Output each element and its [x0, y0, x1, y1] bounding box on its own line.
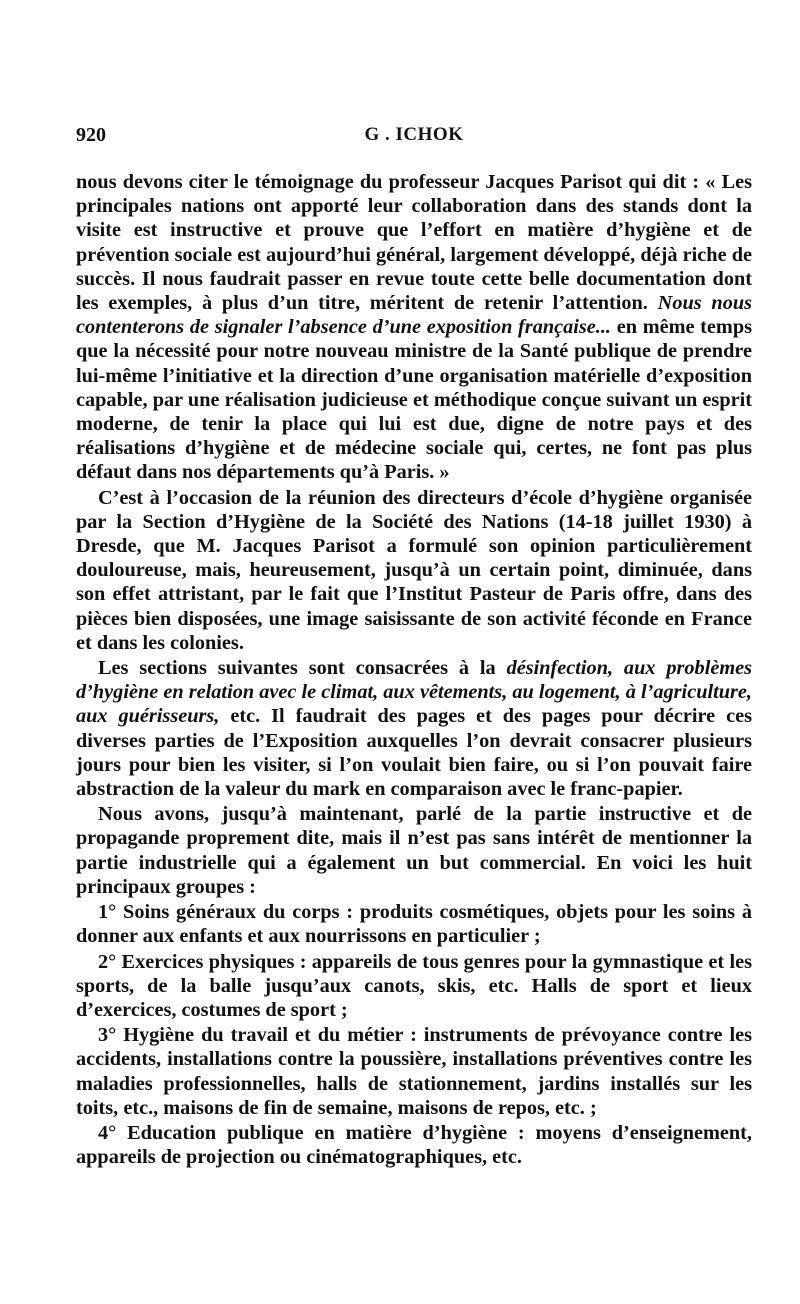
- paragraph: [76, 170, 752, 485]
- text-run: Les sections suivantes sont consacrées à la: [98, 657, 507, 680]
- text-run: 3° Hygiène du travail et du métier : instruments de prévoyance contre les accidents, installations contre la poussière, installations préventives contre les maladies professionnelles, halls de stationnement, jardins installés sur les toits, etc., maisons de fin de semaine, maisons de repos, etc. ;: [76, 1024, 752, 1119]
- text-run: 1° Soins généraux du corps : produits cosmétiques, objets pour les soins à donner aux enfants et aux nourrissons en particulier ;: [76, 901, 752, 948]
- paragraph: [76, 802, 752, 899]
- text-run: nous devons citer le témoignage du professeur Jacques Parisot qui dit : « Les principales nations ont apporté leur collaboration dans des stands dont la visite est instructive et prouve que l’effort en matière d’hygiène et de prévention sociale est aujourd’hui général, largement développé, déjà riche de succès. Il nous faudrait passer en revue toute cette belle documentation dont les exemples, à plus d’un titre, méritent de retenir l’attention.: [76, 171, 752, 315]
- text-run: etc. Il faudrait des pages et des pages pour décrire ces diverses parties de l’Exposition auxquelles l’on devrait consacrer plusieurs jours pour bien les visiter, si l’on voulait bien faire, ou si l’on pouvait faire abstraction de la valeur du mark en comparaison avec le franc-papier.: [76, 705, 752, 801]
- paragraph: [76, 486, 752, 655]
- paragraph: [76, 656, 752, 801]
- text-run: C’est à l’occasion de la réunion des directeurs d’école d’hygiène organisée par la Section d’Hygiène de la Société des Nations (14-18 juillet 1930) à Dresde, que M. Jacques Parisot a formulé son opinion particulièrement douloureuse, mais, heureusement, jusqu’à un certain point, diminuée, dans son effet attristant, par le fait que l’Institut Pasteur de Paris offre, dans des pièces bien disposées, une image saisissante de son activité féconde en France et dans les colonies.: [76, 486, 752, 654]
- paragraph: [76, 900, 752, 948]
- italic-text: désinfection, aux problèmes d’hygiène en relation avec le climat, aux vêtements, au logement, à l’agriculture, aux guérisseurs,: [76, 657, 752, 728]
- running-head: G . ICHOK: [364, 124, 464, 145]
- italic-text: Nous nous contenterons de signaler l’absence d’une exposition française...: [76, 292, 753, 339]
- paragraph: [76, 1121, 752, 1169]
- page-header: [76, 124, 752, 148]
- body-text: [76, 170, 752, 1170]
- page-number: 920: [76, 124, 106, 146]
- paragraph: [76, 1023, 752, 1120]
- text-run: 4° Education publique en matière d’hygiène : moyens d’enseignement, appareils de projection ou cinématographiques, etc.: [76, 1121, 752, 1169]
- text-run: en même temps que la nécessité pour notre nouveau ministre de la Santé publique de prendre lui-même l’initiative et la direction d’une organisation matérielle d’exposition capable, par une réalisation judicieuse et méthodique conçue suivant un esprit moderne, de tenir la place qui lui est due, digne de notre pays et des réalisations d’hygiène et de médecine sociale qui, certes, ne font pas plus défaut dans nos départements qu’à Paris. »: [76, 316, 752, 484]
- text-run: Nous avons, jusqu’à maintenant, parlé de la partie instructive et de propagande proprement dite, mais il n’est pas sans intérêt de mentionner la partie industrielle qui a également un but commercial. En voici les huit principaux groupes :: [76, 803, 752, 898]
- text-run: 2° Exercices physiques : appareils de tous genres pour la gymnastique et les sports, de la balle jusqu’aux canots, skis, etc. Halls de sport et lieux d’exercices, costumes de sport ;: [76, 950, 752, 1021]
- paragraph: [76, 950, 752, 1023]
